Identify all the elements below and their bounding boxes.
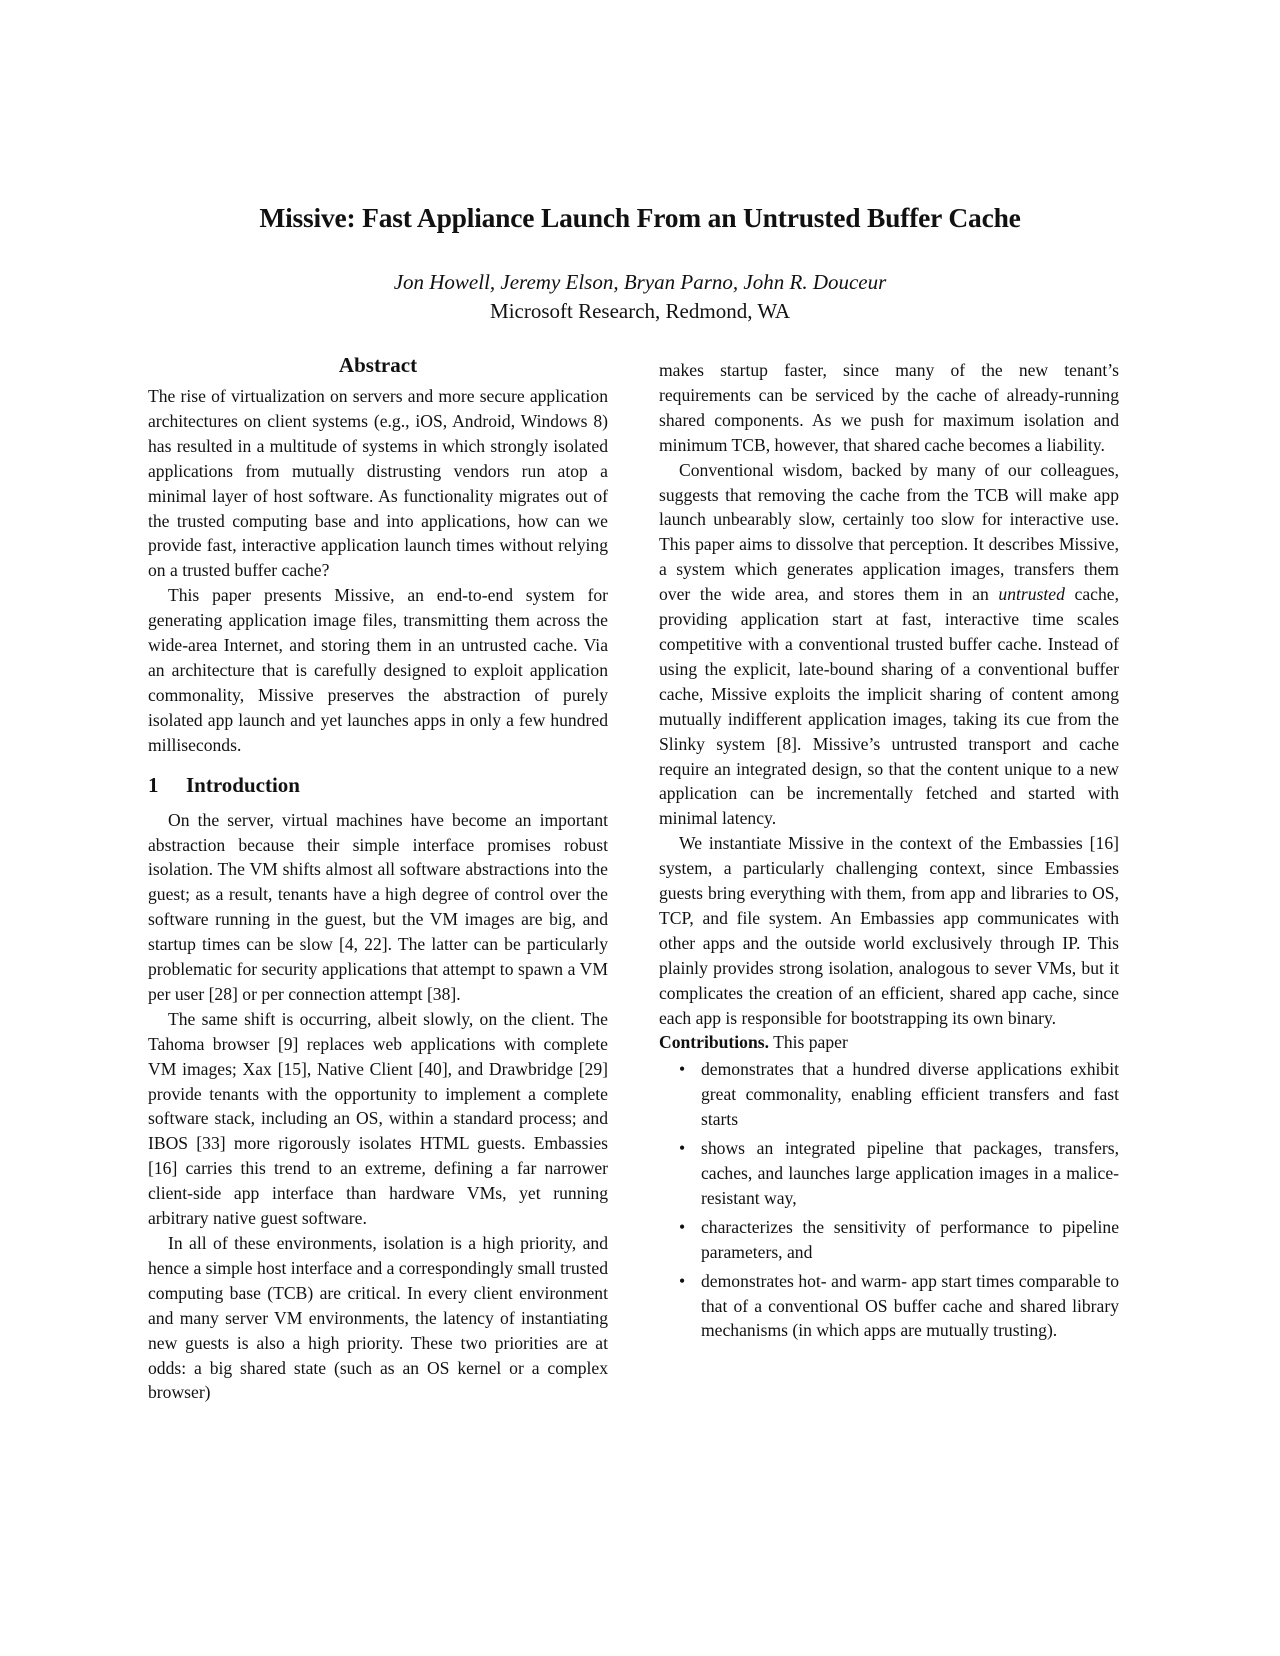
body-paragraph bbox=[659, 458, 1119, 832]
list-item bbox=[679, 1136, 1119, 1211]
contributions-heading: Contributions. bbox=[659, 1032, 769, 1053]
text-span: Conventional wisdom, backed by many of our colleagues, suggests that removing the cache from the TCB will make app launch unbearably slow, certainly too slow for interactive use. This paper aims to dissolve that perception. It describes Missive, a system which generates application images, transfers them over the wide area, and stores them in an bbox=[659, 459, 1119, 605]
list-item-text: demonstrates hot- and warm- app start times comparable to that of a conventional OS buffer cache and shared library mechanisms (in which apps are mutually trusting). bbox=[701, 1270, 1119, 1341]
list-item-text: characterizes the sensitivity of performance to pipeline parameters, and bbox=[701, 1216, 1119, 1262]
text-span: cache, providing application start at fast, interactive time scales competitive with a conventional trusted buffer cache. Instead of using the explicit, late-bound sharing of a conventional buffer cache, Missive exploits the implicit sharing of content among mutually indifferent application images, taking its cue from the Slinky system [8]. Missive’s untrusted transport and cache require an integrated design, so that the content unique to a new application can be incrementally fetched and started with minimal latency. bbox=[659, 584, 1119, 829]
list-item bbox=[679, 1269, 1119, 1344]
contributions-paragraph bbox=[659, 1030, 1119, 1055]
list-item bbox=[679, 1057, 1119, 1132]
contributions-lead: This paper bbox=[769, 1032, 848, 1053]
bullet-icon: • bbox=[679, 1138, 686, 1159]
abstract-paragraph: This paper presents Missive, an end-to-end system for generating application image files, transmitting them across the wide-area Internet, and storing them in an untrusted cache. Via an architecture that is carefully designed to exploit application commonality, Missive preserves the abstraction of purely isolated app launch and yet launches apps in only a few hundred milliseconds. bbox=[148, 585, 608, 755]
paper-affiliation: Microsoft Research, Redmond, WA bbox=[490, 299, 790, 323]
paper-title: Missive: Fast Appliance Launch From an Untrusted Buffer Cache bbox=[259, 202, 1021, 233]
abstract-paragraph: The rise of virtualization on servers and more secure application architectures on client systems (e.g., iOS, Android, Windows 8) has resulted in a multitude of systems in which strongly isolated applications from mutually distrusting vendors run atop a minimal layer of host software. As functionality migrates out of the trusted computing base and into applications, how can we provide fast, interactive application launch times without relying on a trusted buffer cache? bbox=[148, 386, 608, 581]
right-column bbox=[659, 358, 1119, 1347]
body-paragraph: On the server, virtual machines have become an important abstraction because their simple interface promises robust isolation. The VM shifts almost all software abstractions into the guest; as a result, tenants have a high degree of control over the software running in the guest, but the VM images are big, and startup times can be slow [4, 22]. The latter can be particularly problematic for security applications that attempt to spawn a VM per user [28] or per connection attempt [38]. bbox=[148, 809, 608, 1004]
body-paragraph: We instantiate Missive in the context of the Embassies [16] system, a particularly challenging context, since Embassies guests bring everything with them, from app and libraries to OS, TCP, and file system. An Embassies app communicates with other apps and the outside world exclusively through IP. This plainly provides strong isolation, analogous to sever VMs, but it complicates the creation of an efficient, shared app cache, since each app is responsible for bootstrapping its own binary. bbox=[659, 833, 1119, 1028]
emphasis-text: untrusted bbox=[998, 584, 1065, 605]
abstract-heading: Abstract bbox=[338, 353, 418, 377]
section-title: Introduction bbox=[186, 772, 300, 797]
bullet-icon: • bbox=[679, 1270, 686, 1291]
bullet-icon: • bbox=[679, 1059, 686, 1080]
section-number: 1 bbox=[148, 772, 159, 797]
section-heading-introduction bbox=[148, 772, 608, 798]
list-item-text: shows an integrated pipeline that packages, transfers, caches, and launches large application images in a malice-resistant way, bbox=[701, 1138, 1119, 1208]
list-item-text: demonstrates that a hundred diverse applications exhibit great commonality, enabling efficient transfers and fast starts bbox=[701, 1059, 1119, 1130]
body-paragraph: In all of these environments, isolation is a high priority, and hence a simple host interface and a correspondingly small trusted computing base (TCB) are critical. In every client environment and many server VM environments, the latency of instantiating new guests is also a high priority. These two priorities are at odds: a big shared state (such as an OS kernel or a complex browser) bbox=[148, 1233, 608, 1403]
body-paragraph: makes startup faster, since many of the new tenant’s requirements can be serviced by the cache of already-running shared components. As we push for maximum isolation and minimum TCB, however, that shared cache becomes a liability. bbox=[659, 360, 1119, 455]
paper-authors: Jon Howell, Jeremy Elson, Bryan Parno, John R. Douceur bbox=[393, 270, 887, 294]
body-paragraph: The same shift is occurring, albeit slowly, on the client. The Tahoma browser [9] replaces web applications with complete VM images; Xax [15], Native Client [40], and Drawbridge [29] provide tenants with the opportunity to implement a complete software stack, including an OS, within a standard process; and IBOS [33] more rigorously isolates HTML guests. Embassies [16] carries this trend to an extreme, defining a far narrower client-side app interface than hardware VMs, yet running arbitrary native guest software. bbox=[148, 1008, 608, 1229]
left-column bbox=[148, 353, 608, 1405]
bullet-icon: • bbox=[679, 1216, 686, 1237]
contributions-list bbox=[659, 1057, 1119, 1343]
list-item bbox=[679, 1215, 1119, 1265]
